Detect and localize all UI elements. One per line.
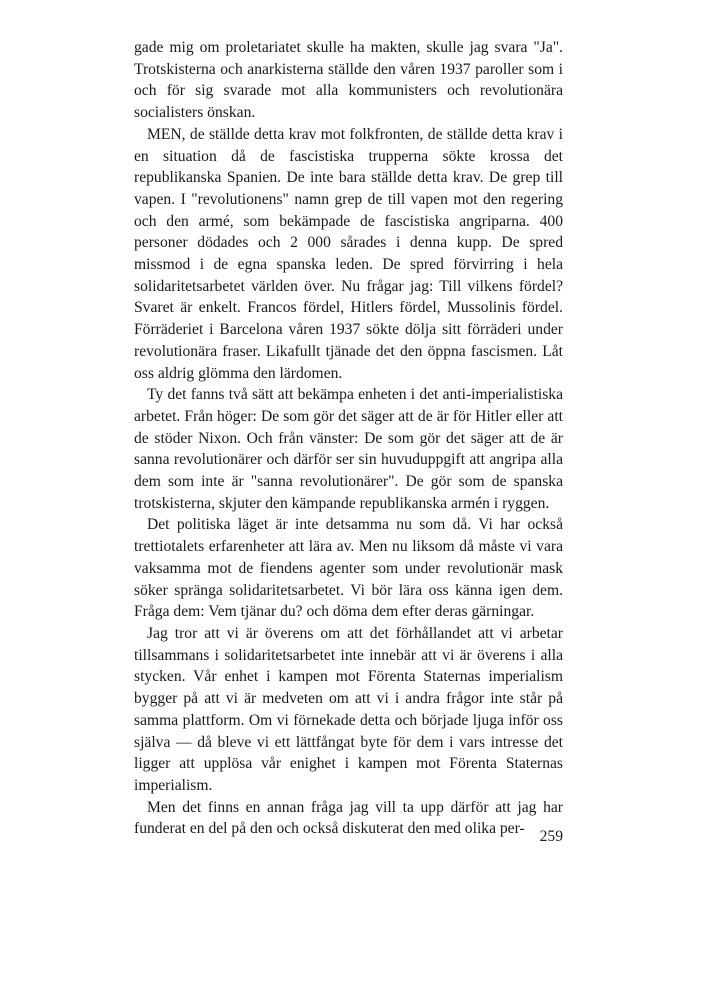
- paragraph: Det politiska läget är inte detsamma nu som då. Vi har också trettiotalets erfarenheter att lära av. Men nu liksom då måste vi vara vaksamma mot de fiendens agenter som under revolutionär mask söker spränga solidaritetsarbetet. Vi bör lära oss känna igen dem. Fråga dem: Vem tjänar du? och döma dem efter deras gärningar.: [134, 516, 563, 621]
- paragraph: Men det finns en annan fråga jag vill ta upp därför att jag har funderat en del på den och också diskuterat den med olika per-: [134, 798, 563, 838]
- paragraph: Jag tror att vi är överens om att det förhållandet att vi arbetar tillsammans i solidaritetsarbetet inte innebär att vi är överens i alla stycken. Vår enhet i kampen mot Förenta Staternas imperialism bygger på att vi är medveten om att vi i andra frågor inte står på samma plattform. Om vi förnekade detta och började ljuga inför oss själva — då bleve vi ett lättfångat byte för dem i vars intresse det ligger att upplösa vår enighet i kampen mot Förenta Staternas imperialism.: [134, 624, 563, 794]
- paragraph: MEN, de ställde detta krav mot folkfronten, de ställde detta krav i en situation då de fascistiska trupperna sökte krossa det republikanska Spanien. De inte bara ställde detta krav. De grep till vapen. I "revolutionens" namn grep de till vapen mot den regering och den armé, som bekämpade de fascistiska angriparna. 400 personer dödades och 2 000 sårades i denna kupp. De spred missmod i de egna spanska leden. De spred förvirring i hela solidaritetsarbetet världen över. Nu frågar jag: Till vilkens fördel? Svaret är enkelt. Francos fördel, Hitlers fördel, Mussolinis fördel. Förräderiet i Barcelona våren 1937 sökte dölja sitt förräderi under revolutionära fraser. Likafullt tjänade det den öppna fascismen. Låt oss aldrig glömma den lärdomen.: [134, 125, 563, 382]
- body-text: [134, 37, 563, 840]
- page-number: 259: [539, 828, 563, 845]
- paragraph: Ty det fanns två sätt att bekämpa enheten i det anti-imperialistiska arbetet. Från höger: De som gör det säger att de är för Hitler eller att de stöder Nixon. Och från vänster: De som gör det säger att de är sanna revolutionärer och därför ser sin huvuduppgift att angripa alla dem som inte är "sanna revolutionärer". De gör som de spanska trotskisterna, skjuter den kämpande republikanska armén i ryggen.: [134, 386, 563, 512]
- paragraph-continuation: gade mig om proletariatet skulle ha makten, skulle jag svara "Ja". Trotskisterna och anarkisterna ställde den våren 1937 paroller som i och för sig svarade mot alla kommunisters och revolutionära socialisters önskan.: [134, 39, 563, 122]
